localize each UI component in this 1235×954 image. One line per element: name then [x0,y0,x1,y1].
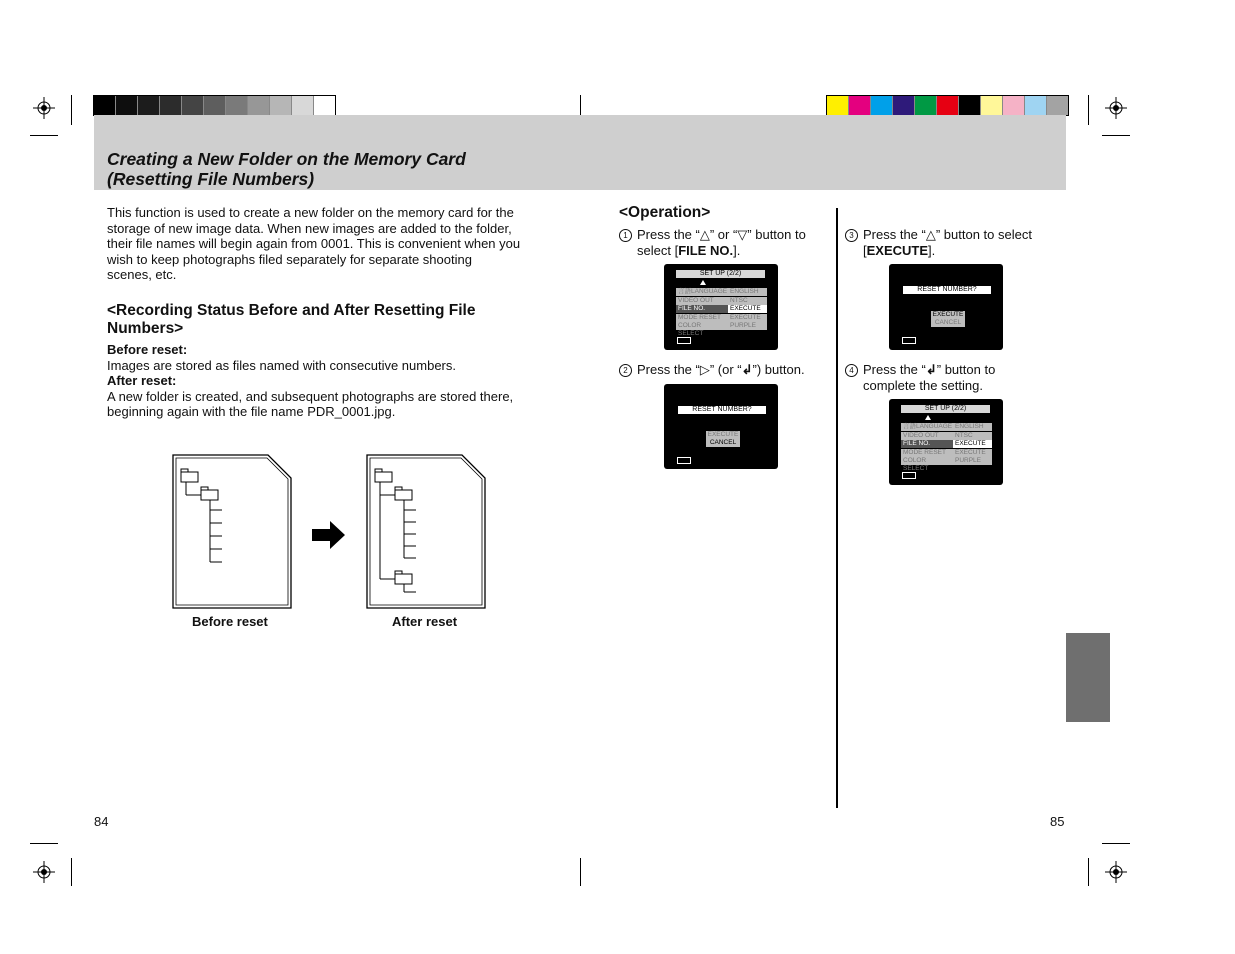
chapter-tab [1066,633,1110,722]
lcd-reset-execute-screen [889,264,1003,350]
color-swatch [937,96,959,115]
up-arrow-icon [700,280,706,285]
step-text: select [ [637,242,679,258]
trim-line [1102,843,1130,844]
intro-line: wish to keep photographs filed separately for separate shooting [107,251,472,267]
menu-key: VIDEO OUT [676,297,728,305]
setup-title-bar: SET UP (2/2) [676,270,765,278]
color-swatch [116,96,138,115]
option-cancel-selected: CANCEL [706,439,740,447]
menu-value: EXECUTE [953,440,992,448]
step-3 [845,227,1055,258]
color-swatch [248,96,270,115]
grayscale-color-bar [93,95,336,116]
menu-key: VIDEO OUT [901,432,953,440]
color-swatch [1047,96,1068,115]
step-text: ” button to [936,362,996,377]
menu-row [676,297,767,305]
intro-line: scenes, etc. [107,267,177,283]
color-swatch [981,96,1003,115]
registration-mark-top-right [1105,97,1127,119]
page-number-right: 85 [1050,814,1065,829]
menu-value: ENGLISH [953,423,992,431]
menu-row-selected [676,305,767,313]
color-swatch [270,96,292,115]
enter-button-icon: ↲ [925,362,937,377]
step-number: 2 [619,364,632,377]
lcd-setup-menu-screen [664,264,778,350]
menu-key: 言語LANGUAGE [903,423,953,430]
color-swatch [849,96,871,115]
intro-line: their file names will begin again from 0001. This is convenient when you [107,236,521,252]
step-text: ]. [733,242,741,258]
color-swatch [1025,96,1047,115]
step-text: ]. [928,242,936,258]
setup-title-bar: SET UP (2/2) [901,405,990,413]
menu-key: MODE RESET [901,449,953,457]
intro-paragraph [107,205,547,283]
battery-icon [902,472,916,479]
column-divider [836,208,838,808]
menu-key: COLOR SELECT [901,457,953,465]
menu-key: MODE RESET [676,314,728,322]
arrow-right-icon [312,520,346,550]
menu-row [676,322,767,337]
step-number: 4 [845,364,858,377]
menu-row [901,457,992,472]
trim-line [71,95,72,125]
memory-card-before-diagram [170,452,295,612]
up-arrow-icon [925,415,931,420]
menu-value: PURPLE [953,457,992,465]
menu-key: FILE NO. [901,440,953,448]
step-text: complete the setting. [863,377,983,393]
step-text: ”) button. [752,362,805,377]
step-1 [619,227,829,258]
trim-line [71,858,72,886]
menu-row [901,449,992,457]
battery-icon [677,457,691,464]
section-heading-line: Numbers> [107,320,184,337]
operation-heading: <Operation> [619,204,711,221]
registration-mark-bottom-left [33,861,55,883]
color-swatch [1003,96,1025,115]
menu-key: COLOR SELECT [676,322,728,330]
intro-line: storage of new image data. When new images are added to the folder, [107,220,512,236]
step-text: Press the “ [863,362,926,377]
after-reset-text: A new folder is created, and subsequent photographs are stored there, [107,388,514,404]
option-execute-selected: EXECUTE [932,311,964,318]
step-4 [845,362,1055,393]
page-title [107,149,466,189]
color-swatch [138,96,160,115]
step-text: Press the “△” or “▽” button to [637,227,806,242]
step-number: 3 [845,229,858,242]
registration-mark-top-left [33,97,55,119]
color-swatch [959,96,981,115]
reset-prompt-bar: RESET NUMBER? [903,286,991,294]
step-2 [619,362,829,378]
menu-value: EXECUTE [728,305,767,313]
trim-line [1088,95,1089,125]
menu-row [676,314,767,322]
caption-after-reset: After reset [392,614,458,629]
trim-line [580,858,581,886]
step-number: 1 [619,229,632,242]
after-reset-text: beginning again with the file name PDR_0001.jpg. [107,404,396,420]
reset-description [107,342,547,420]
section-heading [107,302,547,338]
color-swatch [915,96,937,115]
color-swatch [827,96,849,115]
color-swatch [292,96,314,115]
lcd-reset-prompt-screen [664,384,778,469]
step-keyword: EXECUTE [866,242,929,258]
trim-line [30,135,58,136]
section-heading-line: <Recording Status Before and After Resetting File [107,302,476,319]
color-swatch [314,96,335,115]
trim-line [1088,858,1089,886]
battery-icon [902,337,916,344]
menu-key: FILE NO. [676,305,728,313]
menu-row [676,288,767,296]
after-reset-label: After reset: [107,373,177,389]
menu-value: EXECUTE [728,314,767,322]
intro-line: This function is used to create a new folder on the memory card for the [107,205,514,220]
trim-line [1102,135,1130,136]
menu-key: 言語LANGUAGE [678,288,728,295]
menu-value: NTSC [953,432,992,440]
title-line-2: (Resetting File Numbers) [107,169,315,189]
page-number-left: 84 [94,814,109,829]
caption-before-reset: Before reset [192,614,268,629]
enter-button-icon: ↲ [741,362,753,377]
color-swatch [182,96,204,115]
step-text: [ [863,242,867,258]
title-line-1: Creating a New Folder on the Memory Card [107,149,466,169]
color-swatch [893,96,915,115]
menu-value: ENGLISH [728,288,767,296]
lcd-setup-complete-screen [889,399,1003,485]
memory-card-after-diagram [364,452,489,612]
before-reset-text: Images are stored as files named with consecutive numbers. [107,357,457,373]
color-swatch [226,96,248,115]
color-swatch [204,96,226,115]
step-keyword: FILE NO. [678,242,734,258]
menu-value: PURPLE [728,322,767,330]
color-swatch [94,96,116,115]
option-execute: EXECUTE [707,431,739,438]
before-reset-label: Before reset: [107,342,188,357]
battery-icon [677,337,691,344]
menu-value: NTSC [728,297,767,305]
menu-row [901,423,992,431]
menu-row [901,432,992,440]
color-swatch [871,96,893,115]
step-text: Press the “△” button to select [863,227,1032,242]
color-swatch [160,96,182,115]
menu-value: EXECUTE [953,449,992,457]
option-cancel: CANCEL [931,319,965,327]
reset-prompt-bar: RESET NUMBER? [678,406,766,414]
registration-mark-bottom-right [1105,861,1127,883]
menu-row-selected [901,440,992,448]
step-text: Press the “▷” (or “ [637,362,742,377]
trim-line [30,843,58,844]
process-color-bar [826,95,1069,116]
